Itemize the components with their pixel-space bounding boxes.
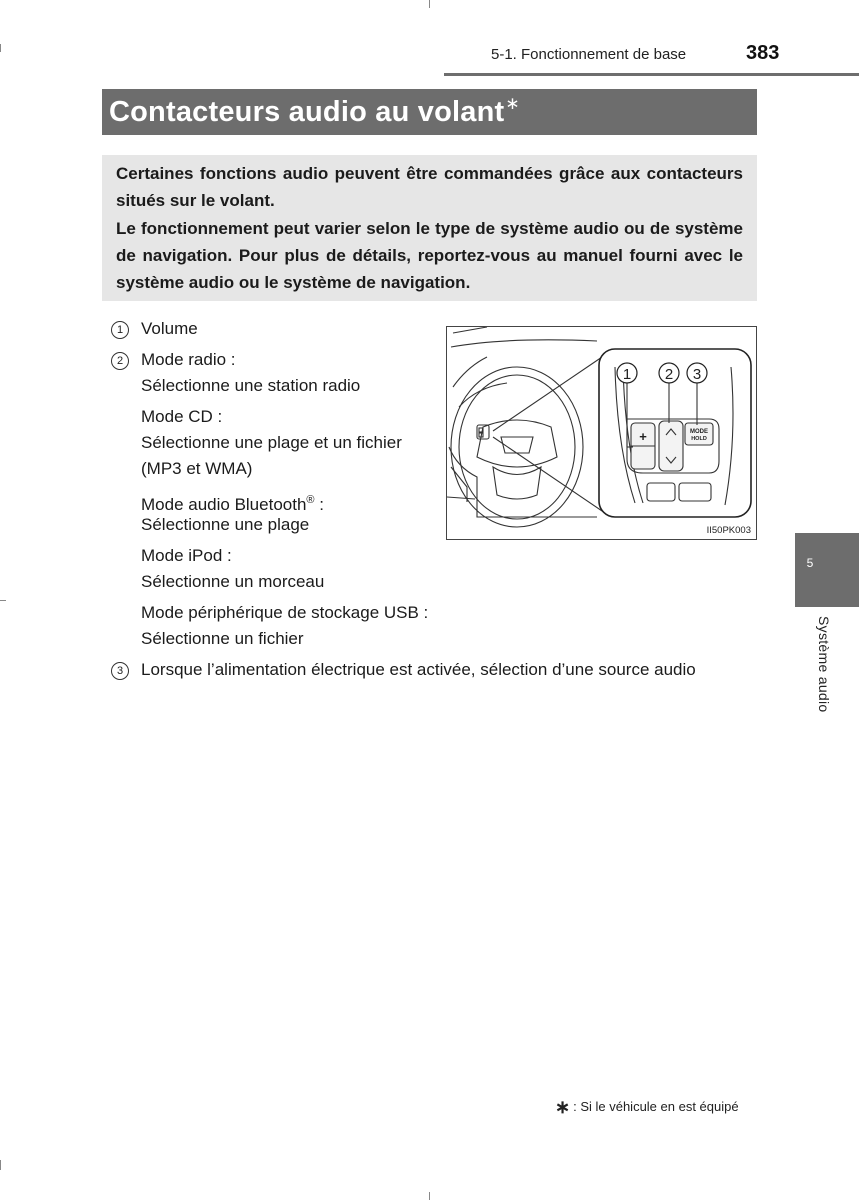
title-bar <box>102 89 757 135</box>
footnote-marker: ∗ <box>555 1097 571 1117</box>
crop-mark <box>0 44 1 52</box>
page-number: 383 <box>746 42 780 64</box>
optional-equipment-marker: ∗ <box>505 94 520 113</box>
radio-mode-label: Mode radio : <box>141 350 236 369</box>
cd-mode-desc: Sélectionne une plage et un fichier <box>141 433 402 452</box>
mode-button-label: MODE <box>690 429 708 435</box>
chapter-number: 5 <box>806 556 814 570</box>
bluetooth-mode-desc: Sélectionne une plage <box>141 515 310 534</box>
crop-mark <box>0 600 6 601</box>
chapter-label: Système audio <box>816 616 832 713</box>
usb-mode-label: Mode périphérique de stockage USB : <box>141 603 429 622</box>
item-number-2: 2 <box>111 352 129 370</box>
item-number-1: 1 <box>111 321 129 339</box>
callout-3: 3 <box>692 366 702 383</box>
section-heading: 5-1. Fonctionnement de base <box>491 46 687 63</box>
item-audio-source: Lorsque l’alimentation électrique est activée, sélection d’une source audio <box>141 660 696 679</box>
chapter-tab <box>795 533 859 607</box>
intro-paragraph: Le fonctionnement peut varier selon le type de système audio ou de système de navigation. Pour plus de détails, reportez-vous au manuel fourni avec le système audio ou le système de navigation. <box>116 219 743 292</box>
intro-box <box>102 155 757 301</box>
bluetooth-mode-text: Mode audio Bluetooth <box>141 495 307 514</box>
registered-mark: ® <box>306 494 315 506</box>
crop-mark <box>0 1160 1 1170</box>
callout-2: 2 <box>664 366 674 383</box>
intro-paragraph: Certaines fonctions audio peuvent être commandées grâce aux contacteurs situés sur le volant. <box>116 164 743 210</box>
footnote <box>555 1097 739 1118</box>
cd-mode-label: Mode CD : <box>141 407 223 426</box>
footnote-text: : Si le véhicule en est équipé <box>573 1099 739 1114</box>
usb-mode-desc: Sélectionne un fichier <box>141 629 304 648</box>
steering-wheel-illustration <box>447 327 756 539</box>
crop-mark <box>429 1192 430 1200</box>
item-volume: Volume <box>141 319 198 338</box>
page-title-text: Contacteurs audio au volant <box>109 96 505 128</box>
volume-plus-label: + <box>639 429 647 444</box>
item-number-3: 3 <box>111 662 129 680</box>
callout-1: 1 <box>622 366 632 383</box>
header-divider <box>444 73 859 76</box>
radio-mode-desc: Sélectionne une station radio <box>141 376 361 395</box>
page-title <box>109 94 520 129</box>
hold-button-label: HOLD <box>691 436 707 442</box>
ipod-mode-label: Mode iPod : <box>141 546 232 565</box>
bluetooth-colon: : <box>314 495 324 514</box>
crop-mark <box>429 0 430 8</box>
steering-wheel-figure <box>446 326 757 540</box>
figure-code: II50PK003 <box>706 525 751 536</box>
cd-mode-desc-formats: (MP3 et WMA) <box>141 459 253 478</box>
ipod-mode-desc: Sélectionne un morceau <box>141 572 325 591</box>
